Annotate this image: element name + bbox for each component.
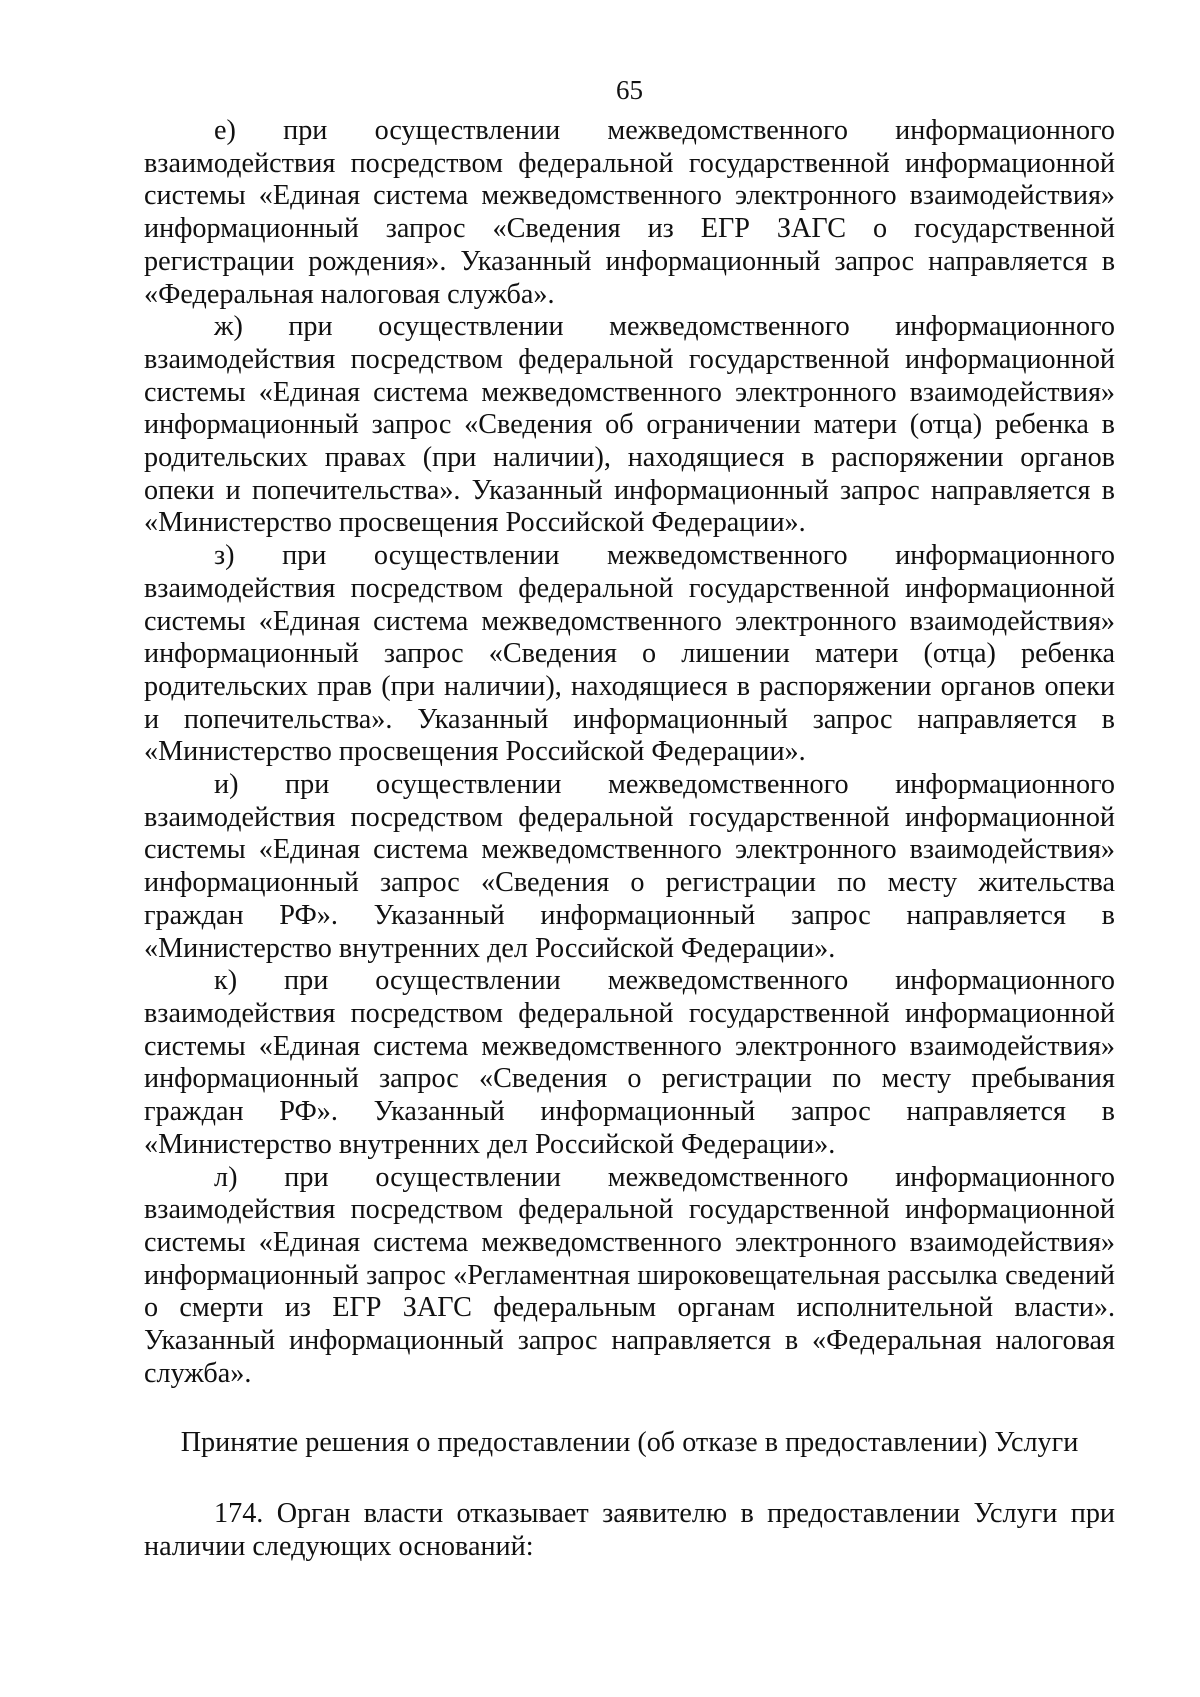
paragraph-i: и) при осуществлении межведомственного информационного взаимодействия посредством федеральной государственной информационной системы «Единая система межведомственного электронного взаимодействия» информационный запрос «Сведения о регистрации по месту жительства граждан РФ». Указанный информационный запрос направляется в «Министерство внутренних дел Российской Федерации». bbox=[144, 769, 1115, 964]
document-body bbox=[144, 115, 1115, 1564]
page-number: 65 bbox=[616, 75, 643, 105]
document-page bbox=[144, 0, 1115, 1697]
paragraph-l: л) при осуществлении межведомственного информационного взаимодействия посредством федеральной государственной информационной системы «Единая система межведомственного электронного взаимодействия» информационный запрос «Регламентная широковещательная рассылка сведений о смерти из ЕГР ЗАГС федеральным органам исполнительной власти». Указанный информационный запрос направляется в «Федеральная налоговая служба». bbox=[144, 1161, 1115, 1389]
section-heading: Принятие решения о предоставлении (об отказе в предоставлении) Услуги bbox=[180, 1427, 1079, 1459]
paragraph-e: е) при осуществлении межведомственного информационного взаимодействия посредством федеральной государственной информационной системы «Единая система межведомственного электронного взаимодействия» информационный запрос «Сведения из ЕГР ЗАГС о государственной регистрации рождения». Указанный информационный запрос направляется в «Федеральная налоговая служба». bbox=[144, 115, 1115, 310]
paragraph-zh: ж) при осуществлении межведомственного информационного взаимодействия посредством федеральной государственной информационной системы «Единая система межведомственного электронного взаимодействия» информационный запрос «Сведения об ограничении матери (отца) ребенка в родительских правах (при наличии), находящиеся в распоряжении органов опеки и попечительства». Указанный информационный запрос направляется в «Министерство просвещения Российской Федерации». bbox=[144, 311, 1115, 539]
paragraph-z: з) при осуществлении межведомственного информационного взаимодействия посредством федеральной государственной информационной системы «Единая система межведомственного электронного взаимодействия» информационный запрос «Сведения о лишении матери (отца) ребенка родительских прав (при наличии), находящиеся в распоряжении органов опеки и попечительства». Указанный информационный запрос направляется в «Министерство просвещения Российской Федерации». bbox=[144, 540, 1115, 768]
paragraph-k: к) при осуществлении межведомственного информационного взаимодействия посредством федеральной государственной информационной системы «Единая система межведомственного электронного взаимодействия» информационный запрос «Сведения о регистрации по месту пребывания граждан РФ». Указанный информационный запрос направляется в «Министерство внутренних дел Российской Федерации». bbox=[144, 965, 1115, 1160]
clause-174: 174. Орган власти отказывает заявителю в предоставлении Услуги при наличии следующих оснований: bbox=[144, 1498, 1115, 1562]
